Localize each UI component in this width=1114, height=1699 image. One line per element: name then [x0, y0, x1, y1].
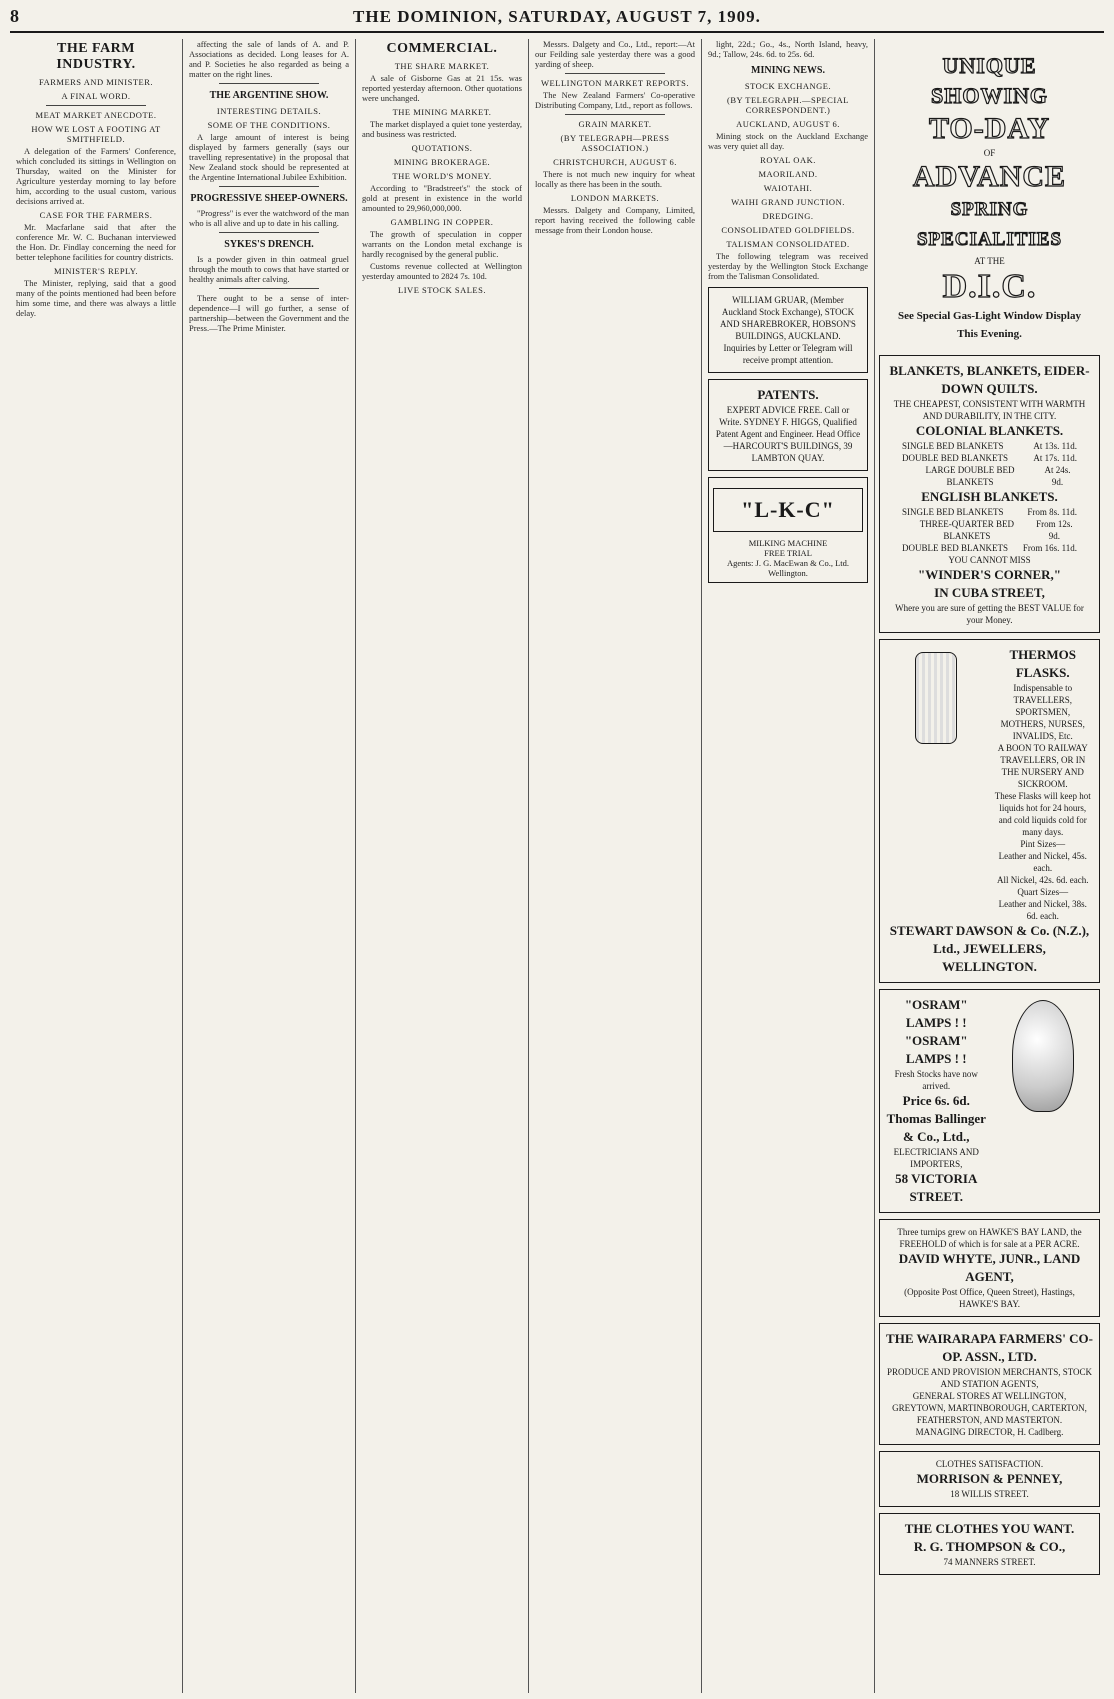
- article-heading: THE FARM INDUSTRY.: [56, 41, 136, 72]
- article-paragraph: There is not much new inquiry for wheat locally as there has been in the south.: [535, 169, 695, 189]
- article-paragraph: light, 22d.; Go., 4s., North Island, heavy, 9d.; Tallow, 24s. 6d. to 25s. 6d.: [708, 39, 868, 59]
- article-paragraph: affecting the sale of lands of A. and P. Associations as decided. Long leases for A. and P. Societies he also regarded as being a matter on the right lines.: [189, 39, 349, 79]
- article-subheading: ROYAL OAK.: [760, 155, 816, 165]
- article-subheading: THE MINING MARKET.: [392, 107, 492, 117]
- ad-stockbroker: WILLIAM GRUAR, (Member Auckland Stock Exchange), STOCK AND SHAREBROKER, HOBSON'S BUILDINGS, AUCKLAND. Inquiries by Letter or Telegram will receive prompt attention.: [708, 287, 868, 373]
- masthead: [10, 6, 1104, 33]
- article-subheading: MEAT MARKET ANECDOTE.: [35, 110, 157, 120]
- article-subheading: THE WORLD'S MONEY.: [392, 171, 492, 181]
- article-subheading: TALISMAN CONSOLIDATED.: [726, 239, 850, 249]
- article-paragraph: The New Zealand Farmers' Co-operative Distributing Company, Ltd., report as follows.: [535, 90, 695, 110]
- article-heading: MINING NEWS.: [751, 65, 825, 76]
- article-paragraph: "Progress" is ever the watchword of the man who is all alive and up to date in his calling.: [189, 208, 349, 228]
- article-paragraph: There ought to be a sense of inter-dependence—I will go further, a sense of partnership—between the Government and the Press.—The Prime Minister.: [189, 293, 349, 333]
- article-subheading: MAORILAND.: [758, 169, 818, 179]
- column-mining-news: [702, 39, 875, 1693]
- column-argentine-show: [183, 39, 356, 1693]
- divider: [219, 232, 319, 233]
- article-subheading: QUOTATIONS.: [411, 143, 473, 153]
- article-subheading: AUCKLAND, AUGUST 6.: [736, 119, 840, 129]
- article-subheading: CHRISTCHURCH, AUGUST 6.: [553, 157, 677, 167]
- column-commercial: [356, 39, 529, 1693]
- article-subheading: WAIOTAHI.: [763, 183, 813, 193]
- divider: [565, 73, 665, 74]
- ad-morrison-penney: CLOTHES SATISFACTION. MORRISON & PENNEY, 18 WILLIS STREET.: [879, 1451, 1100, 1507]
- article-subheading: LIVE STOCK SALES.: [398, 285, 486, 295]
- article-paragraph: A sale of Gisborne Gas at 21 15s. was reported yesterday afternoon. Other quotations were unchanged.: [362, 73, 522, 103]
- article-subheading: A FINAL WORD.: [61, 91, 131, 101]
- divider: [219, 288, 319, 289]
- ad-milking-machine: "L-K-C" MILKING MACHINE FREE TRIAL Agents: J. G. MacEwan & Co., Ltd. Wellington.: [708, 477, 868, 583]
- article-paragraph: Messrs. Dalgety and Co., Ltd., report:—At our Feilding sale yesterday there was a good yarding of sheep.: [535, 39, 695, 69]
- article-subheading: CASE FOR THE FARMERS.: [39, 210, 153, 220]
- article-subheading: SOME OF THE CONDITIONS.: [207, 120, 331, 130]
- article-subheading: (BY TELEGRAPH—PRESS ASSOCIATION.): [560, 133, 670, 153]
- article-paragraph: Mr. Macfarlane said that after the conference Mr. W. C. Buchanan interviewed the Hon. Dr. Findlay concerning the need for better telephone facilities for country districts.: [16, 222, 176, 262]
- ad-thermos: THERMOS FLASKS. Indispensable to TRAVELLERS, SPORTSMEN, MOTHERS, NURSES, INVALIDS, Etc. A BOON TO RAILWAY TRAVELLERS, OR IN THE NURSERY AND SICKROOM. These Flasks will keep hot liquids hot for 24 hours, and cold liquids cold for many days. Pint Sizes— Leather and Nickel, 45s. each. All Nickel, 42s. 6d. each. Quart Sizes— Leather and Nickel, 38s. 6d. each. STEWART DAWSON & Co. (N.Z.), Ltd., JEWELLERS, WELLINGTON.: [879, 639, 1100, 983]
- thermos-flask-icon: [915, 652, 957, 744]
- article-paragraph: The market displayed a quiet tone yesterday, and business was restricted.: [362, 119, 522, 139]
- newspaper-title: THE DOMINION, SATURDAY, AUGUST 7, 1909.: [353, 7, 761, 26]
- article-paragraph: Mining stock on the Auckland Exchange was very quiet all day.: [708, 131, 868, 151]
- divider: [46, 105, 146, 106]
- article-subheading: THE SHARE MARKET.: [394, 61, 490, 71]
- ad-patents: PATENTS. EXPERT ADVICE FREE. Call or Write. SYDNEY F. HIGGS, Qualified Patent Agent and Engineer. Head Office—HARCOURT'S BUILDINGS, 39 LAMBTON QUAY.: [708, 379, 868, 471]
- article-paragraph: A large amount of interest is being displayed by farmers generally (says our travelling representative) in the proposal that New Zealand stock should be represented at the Argentine International Jubilee Exhibition.: [189, 132, 349, 182]
- ad-blankets: BLANKETS, BLANKETS, EIDER-DOWN QUILTS. THE CHEAPEST, CONSISTENT WITH WARMTH AND DURABILITY, IN THE CITY. COLONIAL BLANKETS. SINGLE BED BLANKETS At 13s. 11d. DOUBLE BED BLANKETS At 17s. 11d. LARGE DOUBLE BED BLANKETS At 24s. 9d. ENGLISH BLANKETS. SINGLE BED BLANKETS From 8s. 11d. THREE-QUARTER BED BLANKETS From 12s. 9d. DOUBLE BED BLANKETS From 16s. 11d. YOU CANNOT MISS "WINDER'S CORNER," IN CUBA STREET, Where you are sure of getting the BEST VALUE for your Money.: [879, 355, 1100, 633]
- article-heading: THE ARGENTINE SHOW.: [209, 90, 329, 101]
- article-subheading: WAIHI GRAND JUNCTION.: [731, 197, 845, 207]
- article-subheading: GRAIN MARKET.: [578, 119, 652, 129]
- article-paragraph: A delegation of the Farmers' Conference, which concluded its sittings in Wellington on Thursday, waited on the Minister for Agriculture yesterday morning to lay before him, according to the usual custom, various decisions arrived at.: [16, 146, 176, 206]
- ad-rg-thompson: THE CLOTHES YOU WANT. R. G. THOMPSON & CO., 74 MANNERS STREET.: [879, 1513, 1100, 1575]
- article-subheading: GAMBLING IN COPPER.: [390, 217, 494, 227]
- column-market-reports: [529, 39, 702, 1693]
- column-advertisements: [875, 39, 1104, 1693]
- article-paragraph: According to "Bradstreet's" the stock of gold at present in existence in the world amounted to 29,960,000,000.: [362, 183, 522, 213]
- divider: [219, 83, 319, 84]
- article-heading: SYKES'S DRENCH.: [224, 239, 314, 250]
- article-paragraph: The growth of speculation in copper warrants on the London metal exchange is hardly recognised by the general public.: [362, 229, 522, 259]
- article-subheading: DREDGING.: [762, 211, 814, 221]
- article-subheading: WELLINGTON MARKET REPORTS.: [541, 78, 689, 88]
- divider: [219, 186, 319, 187]
- article-subheading: (BY TELEGRAPH.—SPECIAL CORRESPONDENT.): [727, 95, 849, 115]
- article-subheading: HOW WE LOST A FOOTING AT SMITHFIELD.: [31, 124, 161, 144]
- article-subheading: LONDON MARKETS.: [570, 193, 660, 203]
- article-heading: COMMERCIAL.: [386, 41, 498, 56]
- article-subheading: MINISTER'S REPLY.: [53, 266, 139, 276]
- ad-osram-lamps: "OSRAM" LAMPS ! ! "OSRAM" LAMPS ! ! Fresh Stocks have now arrived. Price 6s. 6d. Thomas Ballinger & Co., Ltd., ELECTRICIANS AND IMPORTERS, 58 VICTORIA STREET.: [879, 989, 1100, 1213]
- article-subheading: INTERESTING DETAILS.: [216, 106, 322, 116]
- article-subheading: STOCK EXCHANGE.: [744, 81, 832, 91]
- article-paragraph: Messrs. Dalgety and Company, Limited, report having received the following cable message from their London house.: [535, 205, 695, 235]
- column-farm-industry: [10, 39, 183, 1693]
- lamp-bulb-icon: [1012, 1000, 1074, 1112]
- ad-dic-spring: UNIQUE SHOWING TO-DAY OF ADVANCE SPRING SPECIALITIES AT THE D.I.C. See Special Gas-Light Window Display This Evening.: [898, 53, 1081, 340]
- article-subheading: MINING BROKERAGE.: [393, 157, 491, 167]
- ad-wairarapa-farmers: THE WAIRARAPA FARMERS' CO-OP. ASSN., LTD. PRODUCE AND PROVISION MERCHANTS, STOCK AND STATION AGENTS, GENERAL STORES AT WELLINGTON, GREYTOWN, MARTINBOROUGH, CARTERTON, FEATHERSTON, AND MASTERTON. MANAGING DIRECTOR, H. Cadlberg.: [879, 1323, 1100, 1445]
- article-paragraph: Customs revenue collected at Wellington yesterday amounted to 2824 7s. 10d.: [362, 261, 522, 281]
- article-heading: PROGRESSIVE SHEEP-OWNERS.: [190, 193, 348, 204]
- article-paragraph: The Minister, replying, said that a good many of the points mentioned had been before him some time, and there was always a little delay.: [16, 278, 176, 318]
- divider: [565, 114, 665, 115]
- article-subheading: CONSOLIDATED GOLDFIELDS.: [721, 225, 855, 235]
- article-subheading: FARMERS AND MINISTER.: [38, 77, 153, 87]
- article-paragraph: Is a powder given in thin oatmeal gruel through the mouth to cows that have started or healthy animals after calving.: [189, 254, 349, 284]
- ad-land-agent: Three turnips grew on HAWKE'S BAY LAND, the FREEHOLD of which is for sale at a PER ACRE. DAVID WHYTE, JUNR., LAND AGENT, (Opposite Post Office, Queen Street), Hastings, HAWKE'S BAY.: [879, 1219, 1100, 1317]
- page-number: 8: [10, 6, 19, 26]
- article-paragraph: The following telegram was received yesterday by the Wellington Stock Exchange from the Talisman Consolidated.: [708, 251, 868, 281]
